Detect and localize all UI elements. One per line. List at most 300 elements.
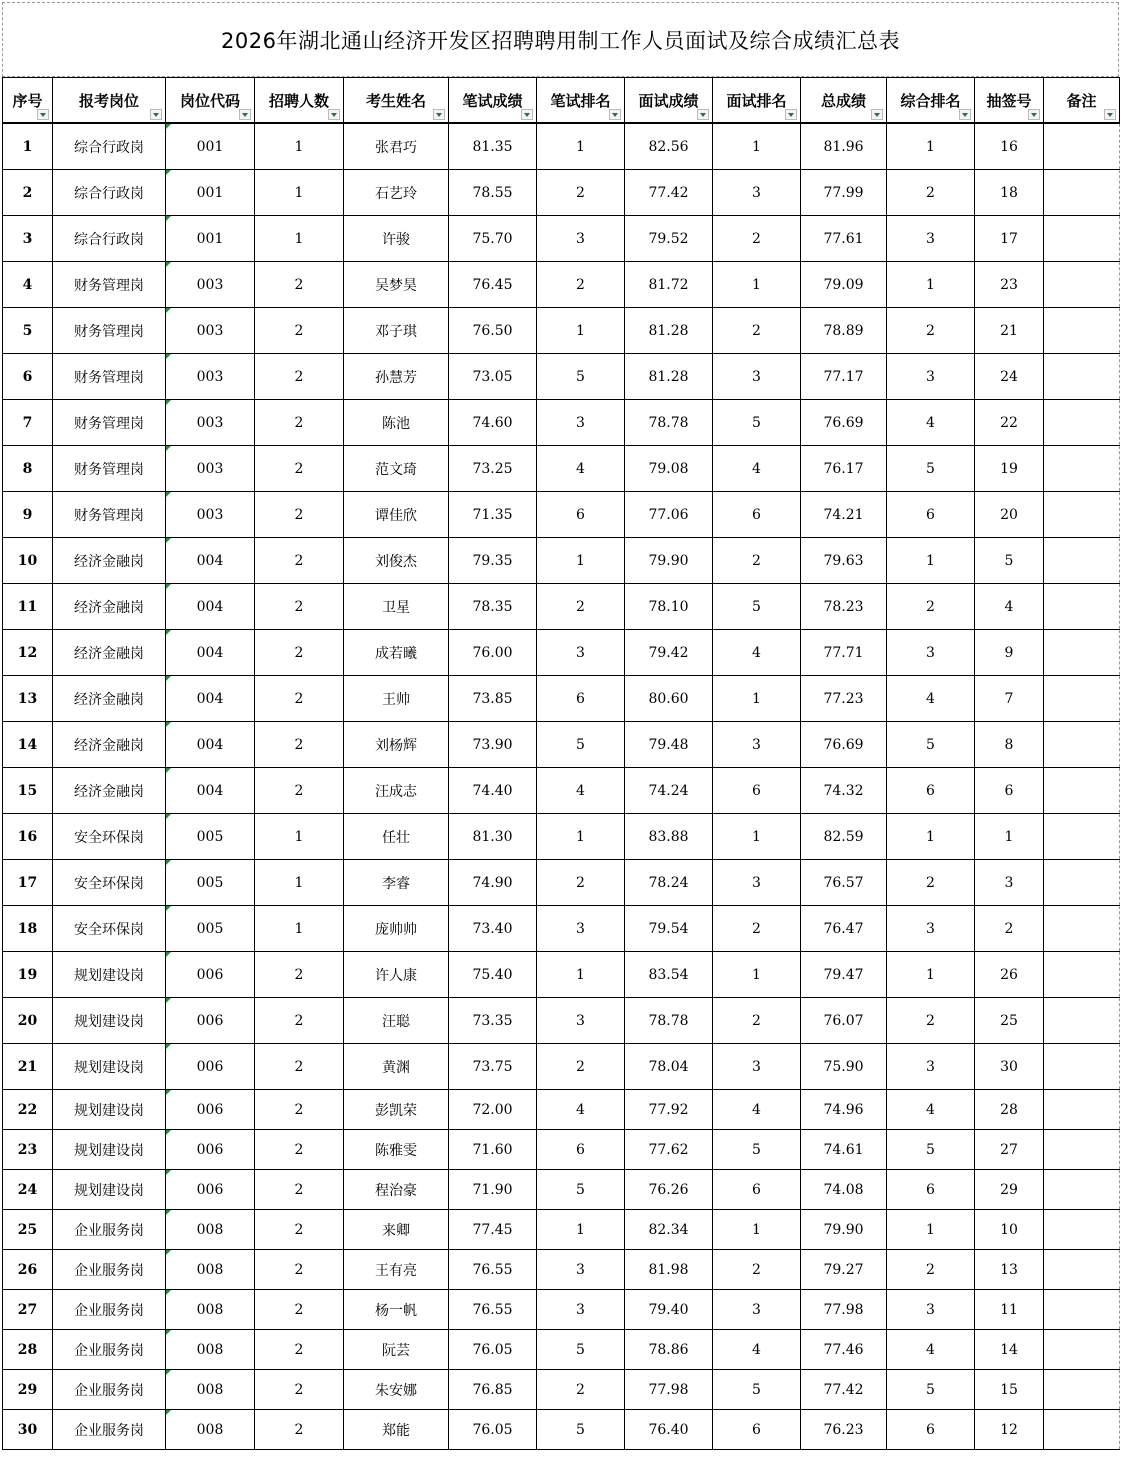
remarks-cell[interactable] [1044,722,1120,768]
position-code-cell[interactable]: 006 [166,1170,255,1210]
overall-rank-cell[interactable]: 6 [887,768,975,814]
position-code-cell[interactable]: 003 [166,446,255,492]
candidate-name-cell[interactable]: 卫星 [344,584,449,630]
position-cell[interactable]: 综合行政岗 [53,170,166,216]
candidate-name-cell[interactable]: 刘俊杰 [344,538,449,584]
written-rank-cell[interactable]: 2 [537,1370,625,1410]
lot-number-cell[interactable]: 2 [975,906,1044,952]
hire-count-cell[interactable]: 2 [255,492,344,538]
dropdown-filter-icon[interactable] [871,109,883,120]
total-score-cell[interactable]: 74.61 [801,1130,887,1170]
overall-rank-cell[interactable]: 3 [887,1290,975,1330]
position-cell[interactable]: 经济金融岗 [53,722,166,768]
dropdown-filter-icon[interactable] [433,109,445,120]
lot-number-cell[interactable]: 12 [975,1410,1044,1450]
remarks-cell[interactable] [1044,262,1120,308]
total-score-cell[interactable]: 76.69 [801,722,887,768]
interview-rank-cell[interactable]: 4 [713,630,801,676]
remarks-cell[interactable] [1044,1330,1120,1370]
interview-score-cell[interactable]: 79.48 [625,722,713,768]
written-score-cell[interactable]: 74.40 [449,768,537,814]
lot-number-cell[interactable]: 8 [975,722,1044,768]
lot-number-cell[interactable]: 18 [975,170,1044,216]
index-cell[interactable]: 15 [3,768,53,814]
interview-rank-cell[interactable]: 1 [713,123,801,170]
interview-score-cell[interactable]: 79.08 [625,446,713,492]
overall-rank-cell[interactable]: 5 [887,446,975,492]
interview-rank-cell[interactable]: 3 [713,722,801,768]
written-rank-cell[interactable]: 5 [537,1170,625,1210]
index-cell[interactable]: 10 [3,538,53,584]
hire-count-cell[interactable]: 2 [255,1290,344,1330]
written-rank-cell[interactable]: 4 [537,1090,625,1130]
position-code-cell[interactable]: 004 [166,584,255,630]
index-cell[interactable]: 28 [3,1330,53,1370]
lot-number-cell[interactable]: 13 [975,1250,1044,1290]
position-cell[interactable]: 安全环保岗 [53,860,166,906]
remarks-cell[interactable] [1044,446,1120,492]
total-score-cell[interactable]: 79.63 [801,538,887,584]
written-score-cell[interactable]: 75.40 [449,952,537,998]
overall-rank-cell[interactable]: 6 [887,1170,975,1210]
written-score-cell[interactable]: 73.25 [449,446,537,492]
written-rank-cell[interactable]: 1 [537,1210,625,1250]
position-cell[interactable]: 安全环保岗 [53,814,166,860]
written-rank-cell[interactable]: 4 [537,446,625,492]
position-code-cell[interactable]: 008 [166,1210,255,1250]
written-rank-cell[interactable]: 3 [537,630,625,676]
written-score-cell[interactable]: 76.55 [449,1290,537,1330]
position-cell[interactable]: 企业服务岗 [53,1250,166,1290]
overall-rank-cell[interactable]: 1 [887,952,975,998]
overall-rank-cell[interactable]: 5 [887,1130,975,1170]
hire-count-cell[interactable]: 2 [255,1250,344,1290]
interview-rank-cell[interactable]: 5 [713,1370,801,1410]
overall-rank-cell[interactable]: 6 [887,492,975,538]
index-cell[interactable]: 24 [3,1170,53,1210]
written-rank-cell[interactable]: 1 [537,952,625,998]
written-score-cell[interactable]: 72.00 [449,1090,537,1130]
remarks-cell[interactable] [1044,492,1120,538]
hire-count-cell[interactable]: 2 [255,722,344,768]
hire-count-cell[interactable]: 2 [255,1170,344,1210]
position-cell[interactable]: 企业服务岗 [53,1290,166,1330]
total-score-cell[interactable]: 76.47 [801,906,887,952]
candidate-name-cell[interactable]: 黄渊 [344,1044,449,1090]
candidate-name-cell[interactable]: 许人康 [344,952,449,998]
position-cell[interactable]: 财务管理岗 [53,400,166,446]
overall-rank-cell[interactable]: 2 [887,170,975,216]
written-rank-cell[interactable]: 5 [537,1410,625,1450]
written-score-cell[interactable]: 73.35 [449,998,537,1044]
overall-rank-cell[interactable]: 4 [887,676,975,722]
lot-number-cell[interactable]: 3 [975,860,1044,906]
hire-count-cell[interactable]: 1 [255,170,344,216]
index-cell[interactable]: 22 [3,1090,53,1130]
candidate-name-cell[interactable]: 王有亮 [344,1250,449,1290]
candidate-name-cell[interactable]: 刘杨辉 [344,722,449,768]
candidate-name-cell[interactable]: 谭佳欣 [344,492,449,538]
written-score-cell[interactable]: 74.90 [449,860,537,906]
interview-rank-cell[interactable]: 6 [713,492,801,538]
interview-rank-cell[interactable]: 1 [713,1210,801,1250]
interview-score-cell[interactable]: 77.62 [625,1130,713,1170]
written-rank-cell[interactable]: 6 [537,676,625,722]
position-code-cell[interactable]: 005 [166,814,255,860]
overall-rank-cell[interactable]: 1 [887,538,975,584]
written-score-cell[interactable]: 78.35 [449,584,537,630]
written-score-cell[interactable]: 73.90 [449,722,537,768]
interview-score-cell[interactable]: 78.86 [625,1330,713,1370]
candidate-name-cell[interactable]: 李睿 [344,860,449,906]
hire-count-cell[interactable]: 1 [255,216,344,262]
interview-rank-cell[interactable]: 3 [713,1290,801,1330]
interview-rank-cell[interactable]: 2 [713,906,801,952]
position-cell[interactable]: 财务管理岗 [53,492,166,538]
total-score-cell[interactable]: 77.17 [801,354,887,400]
hire-count-cell[interactable]: 2 [255,446,344,492]
position-code-cell[interactable]: 006 [166,998,255,1044]
position-cell[interactable]: 规划建设岗 [53,998,166,1044]
interview-score-cell[interactable]: 82.56 [625,123,713,170]
written-score-cell[interactable]: 79.35 [449,538,537,584]
written-score-cell[interactable]: 81.30 [449,814,537,860]
interview-score-cell[interactable]: 78.78 [625,400,713,446]
interview-score-cell[interactable]: 76.40 [625,1410,713,1450]
remarks-cell[interactable] [1044,1170,1120,1210]
written-score-cell[interactable]: 76.45 [449,262,537,308]
written-score-cell[interactable]: 76.00 [449,630,537,676]
overall-rank-cell[interactable]: 3 [887,354,975,400]
interview-score-cell[interactable]: 81.28 [625,354,713,400]
remarks-cell[interactable] [1044,630,1120,676]
total-score-cell[interactable]: 77.61 [801,216,887,262]
dropdown-filter-icon[interactable] [1028,109,1040,120]
interview-rank-cell[interactable]: 1 [713,262,801,308]
interview-rank-cell[interactable]: 3 [713,354,801,400]
total-score-cell[interactable]: 76.23 [801,1410,887,1450]
position-cell[interactable]: 企业服务岗 [53,1410,166,1450]
lot-number-cell[interactable]: 19 [975,446,1044,492]
position-code-cell[interactable]: 004 [166,768,255,814]
position-code-cell[interactable]: 001 [166,216,255,262]
hire-count-cell[interactable]: 1 [255,814,344,860]
interview-rank-cell[interactable]: 2 [713,538,801,584]
hire-count-cell[interactable]: 1 [255,860,344,906]
dropdown-filter-icon[interactable] [239,109,251,120]
position-cell[interactable]: 规划建设岗 [53,952,166,998]
hire-count-cell[interactable]: 2 [255,538,344,584]
remarks-cell[interactable] [1044,906,1120,952]
written-score-cell[interactable]: 71.90 [449,1170,537,1210]
overall-rank-cell[interactable]: 3 [887,1044,975,1090]
candidate-name-cell[interactable]: 彭凯荣 [344,1090,449,1130]
written-rank-cell[interactable]: 2 [537,584,625,630]
interview-score-cell[interactable]: 74.24 [625,768,713,814]
lot-number-cell[interactable]: 26 [975,952,1044,998]
position-code-cell[interactable]: 006 [166,1130,255,1170]
candidate-name-cell[interactable]: 朱安娜 [344,1370,449,1410]
interview-rank-cell[interactable]: 2 [713,308,801,354]
candidate-name-cell[interactable]: 庞帅帅 [344,906,449,952]
candidate-name-cell[interactable]: 程治豪 [344,1170,449,1210]
interview-score-cell[interactable]: 79.90 [625,538,713,584]
total-score-cell[interactable]: 81.96 [801,123,887,170]
overall-rank-cell[interactable]: 1 [887,814,975,860]
dropdown-filter-icon[interactable] [609,109,621,120]
remarks-cell[interactable] [1044,354,1120,400]
index-cell[interactable]: 9 [3,492,53,538]
written-rank-cell[interactable]: 1 [537,308,625,354]
lot-number-cell[interactable]: 5 [975,538,1044,584]
dropdown-filter-icon[interactable] [521,109,533,120]
position-code-cell[interactable]: 006 [166,1044,255,1090]
lot-number-cell[interactable]: 16 [975,123,1044,170]
hire-count-cell[interactable]: 1 [255,123,344,170]
candidate-name-cell[interactable]: 邓子琪 [344,308,449,354]
lot-number-cell[interactable]: 24 [975,354,1044,400]
total-score-cell[interactable]: 77.46 [801,1330,887,1370]
total-score-cell[interactable]: 79.27 [801,1250,887,1290]
index-cell[interactable]: 19 [3,952,53,998]
written-rank-cell[interactable]: 3 [537,998,625,1044]
hire-count-cell[interactable]: 2 [255,952,344,998]
interview-rank-cell[interactable]: 6 [713,1410,801,1450]
index-cell[interactable]: 12 [3,630,53,676]
written-rank-cell[interactable]: 2 [537,860,625,906]
written-score-cell[interactable]: 73.40 [449,906,537,952]
position-code-cell[interactable]: 006 [166,1090,255,1130]
written-score-cell[interactable]: 73.75 [449,1044,537,1090]
total-score-cell[interactable]: 74.21 [801,492,887,538]
interview-score-cell[interactable]: 79.52 [625,216,713,262]
interview-rank-cell[interactable]: 6 [713,1170,801,1210]
remarks-cell[interactable] [1044,123,1120,170]
remarks-cell[interactable] [1044,998,1120,1044]
written-score-cell[interactable]: 71.60 [449,1130,537,1170]
remarks-cell[interactable] [1044,170,1120,216]
lot-number-cell[interactable]: 21 [975,308,1044,354]
position-cell[interactable]: 综合行政岗 [53,123,166,170]
candidate-name-cell[interactable]: 汪成志 [344,768,449,814]
remarks-cell[interactable] [1044,1090,1120,1130]
candidate-name-cell[interactable]: 陈池 [344,400,449,446]
interview-rank-cell[interactable]: 3 [713,1044,801,1090]
interview-rank-cell[interactable]: 1 [713,676,801,722]
written-rank-cell[interactable]: 3 [537,216,625,262]
remarks-cell[interactable] [1044,400,1120,446]
hire-count-cell[interactable]: 2 [255,676,344,722]
overall-rank-cell[interactable]: 4 [887,1090,975,1130]
hire-count-cell[interactable]: 2 [255,998,344,1044]
interview-score-cell[interactable]: 79.42 [625,630,713,676]
overall-rank-cell[interactable]: 3 [887,630,975,676]
hire-count-cell[interactable]: 2 [255,1090,344,1130]
written-score-cell[interactable]: 74.60 [449,400,537,446]
interview-rank-cell[interactable]: 5 [713,584,801,630]
remarks-cell[interactable] [1044,538,1120,584]
total-score-cell[interactable]: 74.32 [801,768,887,814]
position-cell[interactable]: 规划建设岗 [53,1044,166,1090]
interview-score-cell[interactable]: 76.26 [625,1170,713,1210]
candidate-name-cell[interactable]: 郑能 [344,1410,449,1450]
position-code-cell[interactable]: 008 [166,1370,255,1410]
interview-score-cell[interactable]: 78.04 [625,1044,713,1090]
written-rank-cell[interactable]: 5 [537,722,625,768]
position-code-cell[interactable]: 006 [166,952,255,998]
candidate-name-cell[interactable]: 许骏 [344,216,449,262]
remarks-cell[interactable] [1044,1410,1120,1450]
total-score-cell[interactable]: 76.57 [801,860,887,906]
hire-count-cell[interactable]: 2 [255,1210,344,1250]
written-score-cell[interactable]: 76.55 [449,1250,537,1290]
overall-rank-cell[interactable]: 3 [887,906,975,952]
position-code-cell[interactable]: 004 [166,538,255,584]
remarks-cell[interactable] [1044,952,1120,998]
overall-rank-cell[interactable]: 1 [887,123,975,170]
dropdown-filter-icon[interactable] [150,109,162,120]
hire-count-cell[interactable]: 2 [255,584,344,630]
index-cell[interactable]: 6 [3,354,53,400]
index-cell[interactable]: 2 [3,170,53,216]
interview-score-cell[interactable]: 82.34 [625,1210,713,1250]
overall-rank-cell[interactable]: 1 [887,262,975,308]
interview-rank-cell[interactable]: 1 [713,814,801,860]
written-score-cell[interactable]: 76.50 [449,308,537,354]
written-score-cell[interactable]: 76.05 [449,1330,537,1370]
hire-count-cell[interactable]: 2 [255,354,344,400]
lot-number-cell[interactable]: 14 [975,1330,1044,1370]
lot-number-cell[interactable]: 1 [975,814,1044,860]
total-score-cell[interactable]: 76.17 [801,446,887,492]
position-cell[interactable]: 安全环保岗 [53,906,166,952]
index-cell[interactable]: 5 [3,308,53,354]
index-cell[interactable]: 29 [3,1370,53,1410]
written-rank-cell[interactable]: 1 [537,814,625,860]
overall-rank-cell[interactable]: 2 [887,584,975,630]
position-code-cell[interactable]: 001 [166,170,255,216]
remarks-cell[interactable] [1044,860,1120,906]
written-rank-cell[interactable]: 3 [537,1250,625,1290]
position-cell[interactable]: 财务管理岗 [53,262,166,308]
index-cell[interactable]: 13 [3,676,53,722]
hire-count-cell[interactable]: 2 [255,262,344,308]
position-cell[interactable]: 企业服务岗 [53,1370,166,1410]
lot-number-cell[interactable]: 10 [975,1210,1044,1250]
position-code-cell[interactable]: 004 [166,676,255,722]
overall-rank-cell[interactable]: 1 [887,1210,975,1250]
index-cell[interactable]: 3 [3,216,53,262]
total-score-cell[interactable]: 79.09 [801,262,887,308]
written-rank-cell[interactable]: 4 [537,768,625,814]
position-cell[interactable]: 财务管理岗 [53,354,166,400]
written-score-cell[interactable]: 76.85 [449,1370,537,1410]
position-code-cell[interactable]: 003 [166,262,255,308]
index-cell[interactable]: 21 [3,1044,53,1090]
written-score-cell[interactable]: 81.35 [449,123,537,170]
candidate-name-cell[interactable]: 任壮 [344,814,449,860]
position-cell[interactable]: 经济金融岗 [53,538,166,584]
lot-number-cell[interactable]: 29 [975,1170,1044,1210]
interview-score-cell[interactable]: 81.98 [625,1250,713,1290]
written-score-cell[interactable]: 77.45 [449,1210,537,1250]
interview-rank-cell[interactable]: 6 [713,768,801,814]
lot-number-cell[interactable]: 20 [975,492,1044,538]
overall-rank-cell[interactable]: 2 [887,308,975,354]
written-rank-cell[interactable]: 3 [537,906,625,952]
hire-count-cell[interactable]: 2 [255,400,344,446]
dropdown-filter-icon[interactable] [959,109,971,120]
lot-number-cell[interactable]: 4 [975,584,1044,630]
written-score-cell[interactable]: 73.85 [449,676,537,722]
interview-score-cell[interactable]: 83.54 [625,952,713,998]
interview-score-cell[interactable]: 81.72 [625,262,713,308]
position-cell[interactable]: 企业服务岗 [53,1330,166,1370]
overall-rank-cell[interactable]: 6 [887,1410,975,1450]
hire-count-cell[interactable]: 2 [255,1370,344,1410]
interview-score-cell[interactable]: 83.88 [625,814,713,860]
dropdown-filter-icon[interactable] [1104,109,1116,120]
total-score-cell[interactable]: 78.89 [801,308,887,354]
position-cell[interactable]: 规划建设岗 [53,1130,166,1170]
written-rank-cell[interactable]: 5 [537,1330,625,1370]
hire-count-cell[interactable]: 1 [255,906,344,952]
position-code-cell[interactable]: 005 [166,906,255,952]
overall-rank-cell[interactable]: 5 [887,722,975,768]
lot-number-cell[interactable]: 15 [975,1370,1044,1410]
position-code-cell[interactable]: 005 [166,860,255,906]
total-score-cell[interactable]: 74.08 [801,1170,887,1210]
hire-count-cell[interactable]: 2 [255,630,344,676]
lot-number-cell[interactable]: 27 [975,1130,1044,1170]
hire-count-cell[interactable]: 2 [255,1330,344,1370]
position-cell[interactable]: 财务管理岗 [53,308,166,354]
written-rank-cell[interactable]: 1 [537,123,625,170]
remarks-cell[interactable] [1044,1370,1120,1410]
lot-number-cell[interactable]: 30 [975,1044,1044,1090]
position-code-cell[interactable]: 008 [166,1290,255,1330]
remarks-cell[interactable] [1044,1290,1120,1330]
overall-rank-cell[interactable]: 4 [887,400,975,446]
total-score-cell[interactable]: 77.23 [801,676,887,722]
lot-number-cell[interactable]: 28 [975,1090,1044,1130]
candidate-name-cell[interactable]: 孙慧芳 [344,354,449,400]
total-score-cell[interactable]: 76.69 [801,400,887,446]
interview-score-cell[interactable]: 78.24 [625,860,713,906]
total-score-cell[interactable]: 77.99 [801,170,887,216]
index-cell[interactable]: 23 [3,1130,53,1170]
interview-score-cell[interactable]: 81.28 [625,308,713,354]
interview-score-cell[interactable]: 77.06 [625,492,713,538]
position-cell[interactable]: 经济金融岗 [53,768,166,814]
dropdown-filter-icon[interactable] [37,109,49,120]
position-cell[interactable]: 规划建设岗 [53,1090,166,1130]
index-cell[interactable]: 16 [3,814,53,860]
position-code-cell[interactable]: 003 [166,400,255,446]
hire-count-cell[interactable]: 2 [255,1410,344,1450]
dropdown-filter-icon[interactable] [785,109,797,120]
interview-rank-cell[interactable]: 1 [713,952,801,998]
written-rank-cell[interactable]: 6 [537,1130,625,1170]
interview-rank-cell[interactable]: 4 [713,1090,801,1130]
total-score-cell[interactable]: 77.98 [801,1290,887,1330]
overall-rank-cell[interactable]: 2 [887,1250,975,1290]
hire-count-cell[interactable]: 2 [255,768,344,814]
index-cell[interactable]: 4 [3,262,53,308]
position-cell[interactable]: 经济金融岗 [53,630,166,676]
position-code-cell[interactable]: 004 [166,722,255,768]
lot-number-cell[interactable]: 25 [975,998,1044,1044]
